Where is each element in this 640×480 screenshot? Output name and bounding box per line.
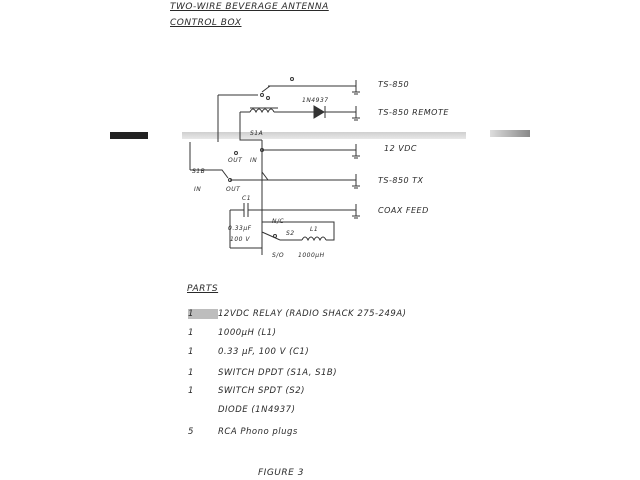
cap-value-label: 0.33µF (228, 225, 252, 232)
part-desc: DIODE (1N4937) (218, 405, 296, 415)
parts-row (188, 328, 276, 338)
relay-contact-pivot (261, 94, 264, 97)
s2-arm (262, 232, 280, 240)
diagram-title: TWO-WIRE BEVERAGE ANTENNA (170, 2, 329, 12)
so-label: S/O (272, 252, 285, 259)
l1-inductor (302, 237, 326, 240)
s1b-out-label: OUT (226, 186, 241, 193)
terminal-jacks (352, 80, 360, 218)
part-qty: 1 (188, 309, 218, 319)
cap-voltage-label: 100 V (230, 236, 250, 243)
terminal-12vdc: 12 VDC (384, 144, 417, 153)
diode-body (314, 106, 324, 118)
s1a-in-label: IN (250, 157, 258, 164)
terminal-ts850-remote: TS-850 REMOTE (378, 108, 449, 117)
l1-label: L1 (310, 226, 319, 233)
parts-row (188, 368, 337, 378)
terminal-coax-feed: COAX FEED (378, 206, 429, 215)
parts-row (188, 386, 305, 396)
part-qty: 1 (188, 328, 194, 338)
part-qty: 5 (188, 427, 194, 437)
parts-row (188, 427, 298, 437)
c1-label: C1 (242, 195, 252, 202)
figure-caption: FIGURE 3 (258, 468, 304, 478)
s1a-out-label: OUT (228, 157, 243, 164)
diode-label: 1N4937 (302, 97, 329, 104)
terminal-ts850-tx: TS-850 TX (378, 176, 424, 185)
part-qty: 1 (188, 368, 194, 378)
inductor-value-label: 1000µH (298, 252, 325, 259)
parts-row (188, 309, 406, 319)
nc-label: N/C (272, 218, 285, 225)
s1b-in-label: IN (194, 186, 202, 193)
relay-contact-arm (262, 86, 270, 92)
part-desc: 12VDC RELAY (RADIO SHACK 275-249A) (218, 309, 407, 319)
s2-label: S2 (286, 230, 295, 237)
part-desc: 1000µH (L1) (218, 328, 277, 338)
s1a-out-contact (235, 152, 238, 155)
s1a-label: S1A (250, 130, 264, 137)
part-desc: 0.33 µF, 100 V (C1) (218, 347, 310, 357)
relay-nc-contact (267, 97, 270, 100)
s1b-label: S1B (192, 168, 206, 175)
parts-heading: PARTS (187, 284, 219, 294)
part-desc: SWITCH DPDT (S1A, S1B) (218, 368, 338, 378)
part-desc: RCA Phono plugs (218, 427, 298, 437)
part-qty: 1 (188, 386, 194, 396)
terminal-ts850: TS-850 (378, 80, 410, 89)
parts-row (188, 347, 309, 357)
relay-no-contact (291, 78, 294, 81)
relay-coil-inductor (250, 109, 274, 112)
part-desc: SWITCH SPDT (S2) (218, 386, 305, 396)
parts-row (188, 405, 295, 415)
diagram-subtitle: CONTROL BOX (170, 18, 242, 28)
s1b-junction (262, 172, 268, 180)
part-qty: 1 (188, 347, 194, 357)
